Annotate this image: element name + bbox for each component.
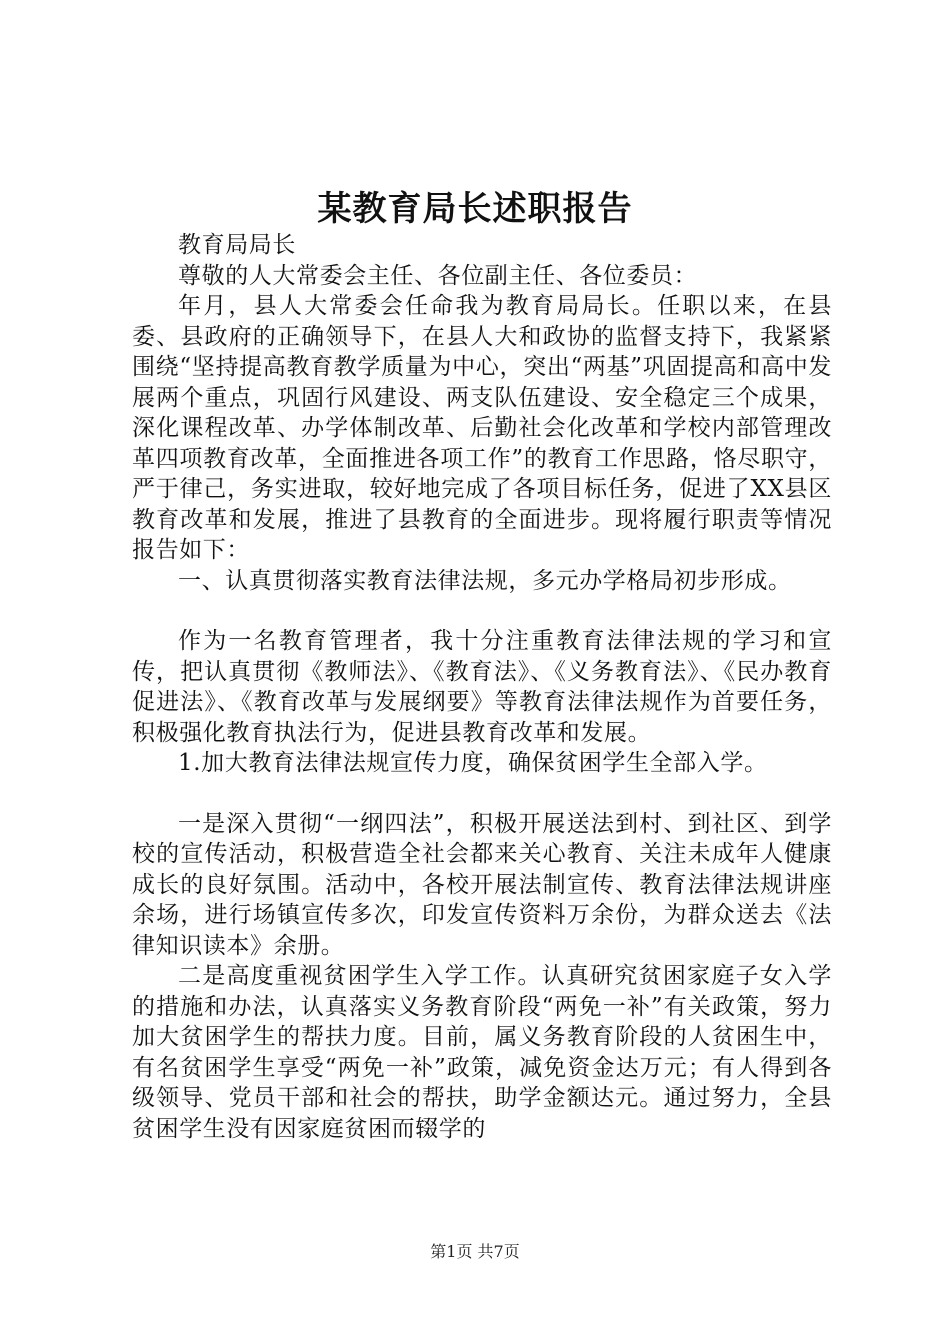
document-body — [132, 230, 832, 1144]
page-footer: 第1页 共7页 — [430, 1242, 520, 1261]
salutation: 尊敬的人大常委会主任、各位副主任、各位委员： — [178, 262, 698, 289]
point-2-paragraph: 二是高度重视贫困学生入学工作。认真研究贫困家庭子女入学的措施和办法，认真落实义务教育阶段“两免一补”有关政策，努力加大贫困学生的帮扶力度。目前，属义务教育阶段的人贫困生中，有名贫困学生享受“两免一补”政策，减免资金达万元；有人得到各级领导、党员干部和社会的帮扶，助学金额达元。通过努力，全县贫困学生没有因家庭贫困而辍学的 — [132, 963, 832, 1142]
section-1-paragraph: 作为一名教育管理者，我十分注重教育法律法规的学习和宣传，把认真贯彻《教师法》、《教育法》、《义务教育法》、《民办教育促进法》、《教育改革与发展纲要》等教育法律法规作为首要任务，积极强化教育执法行为，促进县教育改革和发展。 — [132, 628, 832, 746]
point-1-paragraph: 一是深入贯彻“一纲四法”，积极开展送法到村、到社区、到学校的宣传活动，积极营造全社会都来关心教育、关注未成年人健康成长的良好氛围。活动中，各校开展法制宣传、教育法律法规讲座余场，进行场镇宣传多次，印发宣传资料万余份，为群众送去《法律知识读本》余册。 — [132, 810, 832, 959]
author-line: 教育局局长 — [178, 232, 296, 258]
section-heading-1: 一、认真贯彻落实教育法律法规，多元办学格局初步形成。 — [178, 567, 792, 594]
subsection-heading-1: 1.加大教育法律法规宣传力度，确保贫困学生全部入学。 — [178, 750, 768, 776]
document-title: 某教育局长述职报告 — [317, 189, 633, 229]
intro-paragraph: 年月，县人大常委会任命我为教育局局长。任职以来，在县委、县政府的正确领导下，在县人大和政协的监督支持下，我紧紧围绕“坚持提高教育教学质量为中心，突出“两基”巩固提高和高中发展两个重点，巩固行风建设、两支队伍建设、安全稳定三个成果，深化课程改革、办学体制改革、后勤社会化改革和学校内部管理改革四项教育改革，全面推进各项工作”的教育工作思路，恪尽职守，严于律己，务实进取，较好地完成了各项目标任务，促进了XX县区教育改革和发展，推进了县教育的全面进步。现将履行职责等情况报告如下： — [132, 293, 832, 563]
